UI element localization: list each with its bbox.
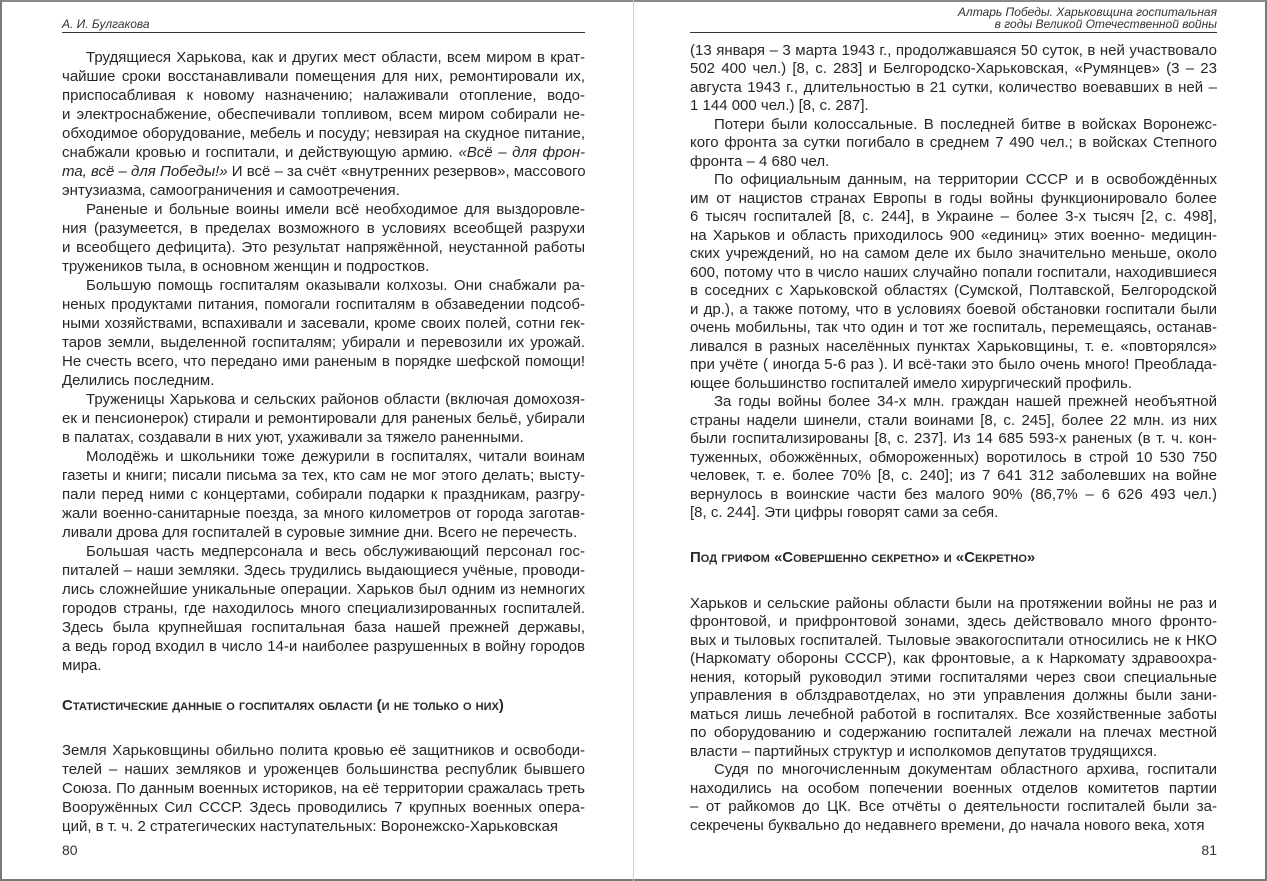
text-line: лись сложнейшие уникальные операции. Харьков был одним из немногих (62, 580, 585, 598)
text-line: таров земли, выделенной госпиталям; убирали и перевозили их урожай. (62, 333, 585, 351)
text-line: тружеников тыла, в основном женщин и подростков. (62, 257, 430, 275)
text-line: очень мобильны, так что один и тот же госпиталь, перемещаясь, останав- (690, 319, 1217, 336)
text-line: фронта – 4 680 чел. (690, 152, 830, 170)
text-line: городов страны, где находилось много специализированных госпиталей. (62, 599, 585, 617)
text-line: кого фронта за сутки погибало в среднем 7 490 чел.; в войсках Степного (690, 134, 1217, 151)
text-line: ских учреждений, но на самом деле их было значительно меньше, около (690, 245, 1217, 262)
text-line: Союза. По данным военных историков, на её территории сражалась треть (62, 779, 585, 797)
text-line: питалей – наши земляки. Здесь трудились выдающиеся учёные, проводи- (62, 561, 585, 579)
text-line: Потери были колоссальные. В последней битве в войсках Воронежс- (714, 115, 1217, 133)
text-line: им от нацистов странах Европы в годы войны функционировало более (690, 189, 1217, 207)
text-line: Делились последним. (62, 371, 215, 389)
text-line: За годы войны более 34-х млн. граждан нашей прежней необъятной (714, 393, 1217, 410)
text-line: в соседних с Харьковской областях (Сумской, Полтавской, Белгородской (690, 282, 1217, 299)
text-line: в палатах, создавали в них уют, ухаживали за тяжело раненными. (62, 428, 524, 446)
text-line: мира. (62, 656, 102, 674)
text-line: энтузиазма, самоограничения и самоотречения. (62, 181, 400, 199)
text-line: секречены буквально до недавнего времени, до начала нового века, хотя (690, 816, 1205, 834)
section-heading-secret: Под грифом «Совершенно секретно» и «Секретно» (690, 549, 1036, 566)
text-line: на Харьков и область приходилось 900 «единиц» этих военно- медицин- (690, 226, 1217, 244)
italic-quote: та, всё – для Победы!» (62, 162, 228, 180)
text-line: неных продуктами питания, помогали госпиталям в обзаведении подсоб- (62, 295, 585, 313)
text-line: и электроснабжение, обеспечивали топливом, всем миром собирали не- (62, 105, 585, 123)
text-line: чайшие сроки восстанавливали помещения для них, ремонтировали их, (62, 67, 585, 85)
text-line: 600, потому что в число наших случайно попали госпитали, находившиеся (690, 263, 1217, 281)
text-line: обходимое оборудование, мебель и посуду; невзирая на скудное питание, (62, 124, 585, 142)
text-line: ливали дрова для госпиталей в суровые зимние дни. Всего не перечесть. (62, 523, 578, 541)
text-line: вых и тыловых госпиталей. Тыловые эвакогоспитали относились не к НКО (690, 631, 1217, 649)
running-header-title-line2: в годы Великой Отечественной войны (994, 17, 1217, 31)
text-line: пали перед ними с концертами, собирали подарки к праздникам, разгру- (62, 485, 585, 503)
text-segment: снабжали кровью и госпитали, и действующую армию. (62, 143, 459, 161)
running-header-title-line1: Алтарь Победы. Харьковщина госпитальная (957, 5, 1217, 19)
text-line: 1 144 000 чел.) [8, с. 287]. (690, 97, 869, 114)
section-heading-statistics: Статистические данные о госпиталях области (и не только о них) (62, 697, 504, 714)
running-header-author: А. И. Булгакова (62, 17, 150, 31)
italic-quote: «Всё – для фрон- (458, 143, 586, 161)
text-line: ния (разумеется, в пределах возможного в условиях всеобщей разрухи (62, 219, 585, 237)
text-line: фронтовой, и прифронтовой зонами, здесь действовало много фронто- (690, 613, 1217, 630)
text-line: – от райкомов до ЦК. Все отчёты о деятельности госпиталей были за- (690, 798, 1217, 815)
text-line: страны надели шинели, стали воинами [8, с. 245], более 22 млн. из них (690, 411, 1217, 429)
text-line: (Наркомату обороны СССР), как фронтовые, а к Наркомату здравоохра- (690, 650, 1217, 667)
text-line: туженных, обожжённых, обмороженных) воротилось в строй 10 530 750 (690, 448, 1217, 466)
text-line: а ведь город входил в число 14-и наиболее разрушенных в войну городов (62, 637, 585, 655)
text-line: 502 400 чел.) [8, с. 283] и Белгородско-Харьковская, «Румянцев» (3 – 23 (690, 60, 1217, 77)
text-line: находились на особом попечении военных отделов комитетов партии (690, 779, 1217, 797)
text-line: ющее большинство госпиталей имело хирургический профиль. (690, 374, 1132, 392)
text-line: ек и пенсионерок) стирали и ремонтировали для раненых бельё, убирали (62, 409, 585, 427)
text-line: По официальным данным, на территории СССР и в освобождённых (714, 171, 1217, 188)
text-line: Большая часть медперсонала и весь обслуживающий персонал гос- (86, 542, 585, 560)
text-line: власти – партийных структур и исполкомов депутатов трудящихся. (690, 742, 1158, 760)
text-segment: И всё – за счёт «внутренних резервов», массового (227, 162, 586, 180)
text-line: Не счесть всего, что передано ими раненым в порядке шефской помощи! (62, 352, 585, 370)
text-line: 6 тысяч госпиталей [8, с. 244], в Украине – более 3-х тысяч [2, с. 498], (690, 208, 1217, 225)
text-line: Большую помощь госпиталям оказывали колхозы. Они снабжали ра- (86, 276, 585, 294)
text-line: Харьков и сельские районы области были на протяжении войны не раз и (690, 594, 1217, 612)
text-line: августа 1943 г., длительностью в 21 сутки, количество воевавших в ней – (690, 78, 1217, 96)
text-line: человек, т. е. более 70% [8, с. 240]; из 7 641 312 заболевших на войне (690, 467, 1217, 484)
text-line: ливался в разных населённых пунктах Харьковщины, т. е. «повторялся» (690, 337, 1217, 355)
text-line: нения, который руководил этими госпиталями через свои специальные (690, 668, 1217, 686)
text-line: Молодёжь и школьники тоже дежурили в госпиталях, читали воинам (86, 447, 585, 465)
text-line: и др.), а также потому, что в условиях боевой обстановки госпитали были (690, 300, 1217, 318)
text-line: маться лишь лечебной работой в госпиталях. Все хозяйственные заботы (690, 705, 1217, 723)
text-line: Вооружённых Сил СССР. Здесь проводились 7 крупных военных опера- (62, 798, 585, 816)
text-line: Здесь была крупнейшая госпитальная база нашей прежней державы, (62, 618, 585, 636)
text-line: управления в облздравотделах, но эти управления должны были зани- (690, 687, 1217, 704)
text-line: при учёте ( иногда 5-6 раз ). И всё-таки это было очень много! Преоблада- (690, 356, 1217, 373)
text-line: телей – наших земляков и уроженцев большинства республик бывшего (62, 760, 585, 778)
text-line: Трудящиеся Харькова, как и других мест области, всем миром в крат- (86, 48, 585, 66)
text-line: и всеобщего дефицита). Это результат напряжённой, неустанной работы (62, 238, 585, 256)
header-rule (690, 32, 1217, 33)
text-line: (13 января – 3 марта 1943 г., продолжавшаяся 50 суток, в ней участвовало (690, 41, 1217, 59)
text-line: приспосабливая к новому назначению; налаживали отопление, водо- (62, 86, 585, 104)
text-line: жали военно-санитарные поезда, за много километров от города заготав- (62, 504, 585, 522)
text-line: Труженицы Харькова и сельских районов области (включая домохозя- (86, 390, 585, 408)
text-line: вернулось в воинские части без малого 90% (86,7% – 6 626 493 чел.) (690, 485, 1217, 503)
text-line: газеты и книги; писали письма за тех, кто сам не мог этого делать; высту- (62, 466, 585, 484)
text-line: [8, с. 244]. Эти цифры говорят сами за себя. (690, 504, 999, 521)
text-line: ными хозяйствами, вспахивали и засевали, кроме своих полей, сотни гек- (62, 314, 585, 332)
page-number: 80 (62, 842, 78, 858)
page-number: 81 (1201, 842, 1217, 858)
text-line: по оборудованию и содержанию госпиталей лежали на плечах местной (690, 724, 1217, 741)
text-line: ций, в т. ч. 2 стратегических наступательных: Воронежско-Харьковская (62, 817, 559, 835)
text-line: Судя по многочисленным документам областного архива, госпитали (714, 761, 1217, 778)
text-line: Раненые и больные воины имели всё необходимое для выздоровле- (86, 200, 585, 218)
text-line: были госпитализированы [8, с. 237]. Из 14 685 593-х раненых (в т. ч. кон- (690, 430, 1217, 447)
text-line: Земля Харьковщины обильно полита кровью её защитников и освободи- (62, 741, 585, 759)
